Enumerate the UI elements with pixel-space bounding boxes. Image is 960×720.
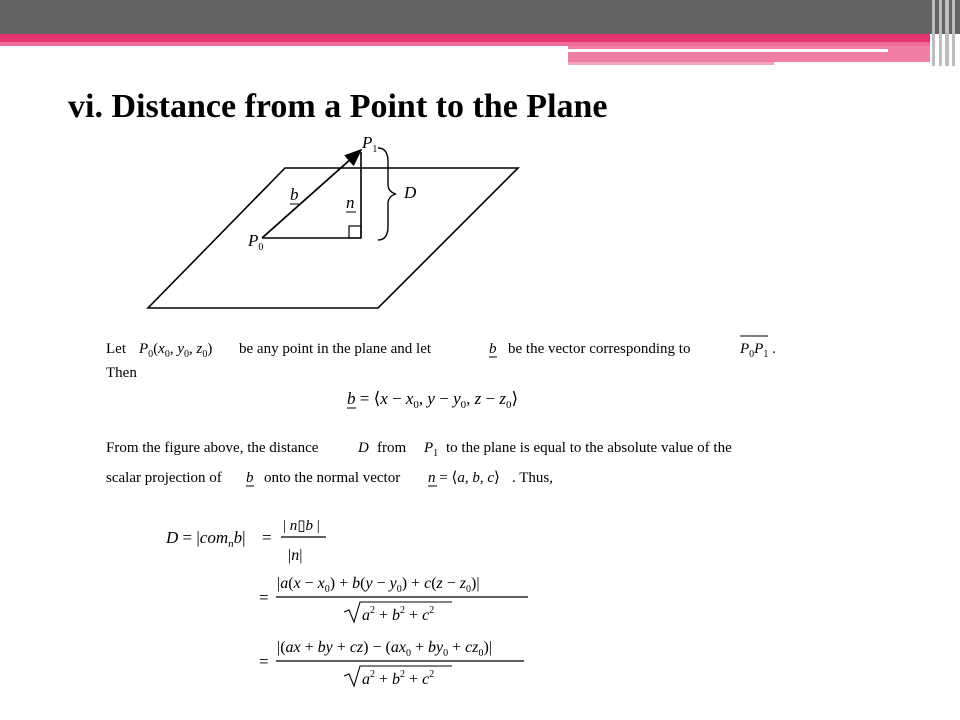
label-d: D	[404, 183, 417, 202]
p2-normal: n = ⟨a, b, c⟩	[428, 470, 500, 486]
p2-line2c: . Thus,	[512, 470, 553, 486]
p2-line2b: onto the normal vector	[264, 470, 401, 486]
p1-point: $P_0(x_0$, $y_0$, $z_0$)	[139, 341, 213, 360]
p2-line1a: From the figure above, the distance	[106, 440, 319, 456]
label-p0: $P_0$	[248, 231, 264, 253]
p2-line1c: to the plane is equal to the absolute value of the	[446, 440, 732, 456]
eq-frac2-num: $|a(x - x_0) + b(y - y_0) + c(z - z_0)|$	[277, 575, 480, 595]
eq-frac2-den: $a^2 + b^2 + c^2$	[362, 605, 435, 624]
slide-title: vi. Distance from a Point to the Plane	[68, 88, 608, 125]
svg-text:=: =	[262, 528, 272, 547]
p1-let: Let	[106, 341, 126, 357]
svg-text:=: =	[259, 652, 269, 671]
eq-frac3-num: |(ax + by + $cz) - (ax_0 + by_0 + cz_0)|$	[277, 639, 492, 659]
p2-line1b: from	[377, 440, 407, 456]
p1-end: be the vector corresponding to	[508, 341, 691, 357]
p2-b: b	[246, 470, 254, 486]
p2-line2a: scalar projection of	[106, 470, 222, 486]
p2-p1: $P_1$	[424, 440, 439, 459]
label-p1: $P_1$	[362, 133, 378, 155]
p2-d: D	[358, 440, 369, 456]
eq-frac1-num: | n▯b |	[283, 518, 320, 534]
svg-text:=: =	[259, 588, 269, 607]
eq-b-vector: b = ⟨x − $x_0$, $y - y_0$, $z - z_0⟩$	[347, 389, 519, 411]
eq-frac1-den: |n|	[288, 547, 303, 564]
label-n: n	[346, 193, 355, 212]
eq-frac3-den: $a^2 + b^2 + c^2$	[362, 669, 435, 688]
p1-b: b	[489, 341, 497, 357]
label-b: b	[290, 185, 299, 204]
p1-mid: be any point in the plane and let	[239, 341, 432, 357]
eq-d-comp: D = |com$_n$b|	[166, 528, 246, 550]
p1-segment: $P_0P_1$ .	[740, 341, 776, 360]
p1-then: Then	[106, 365, 137, 381]
